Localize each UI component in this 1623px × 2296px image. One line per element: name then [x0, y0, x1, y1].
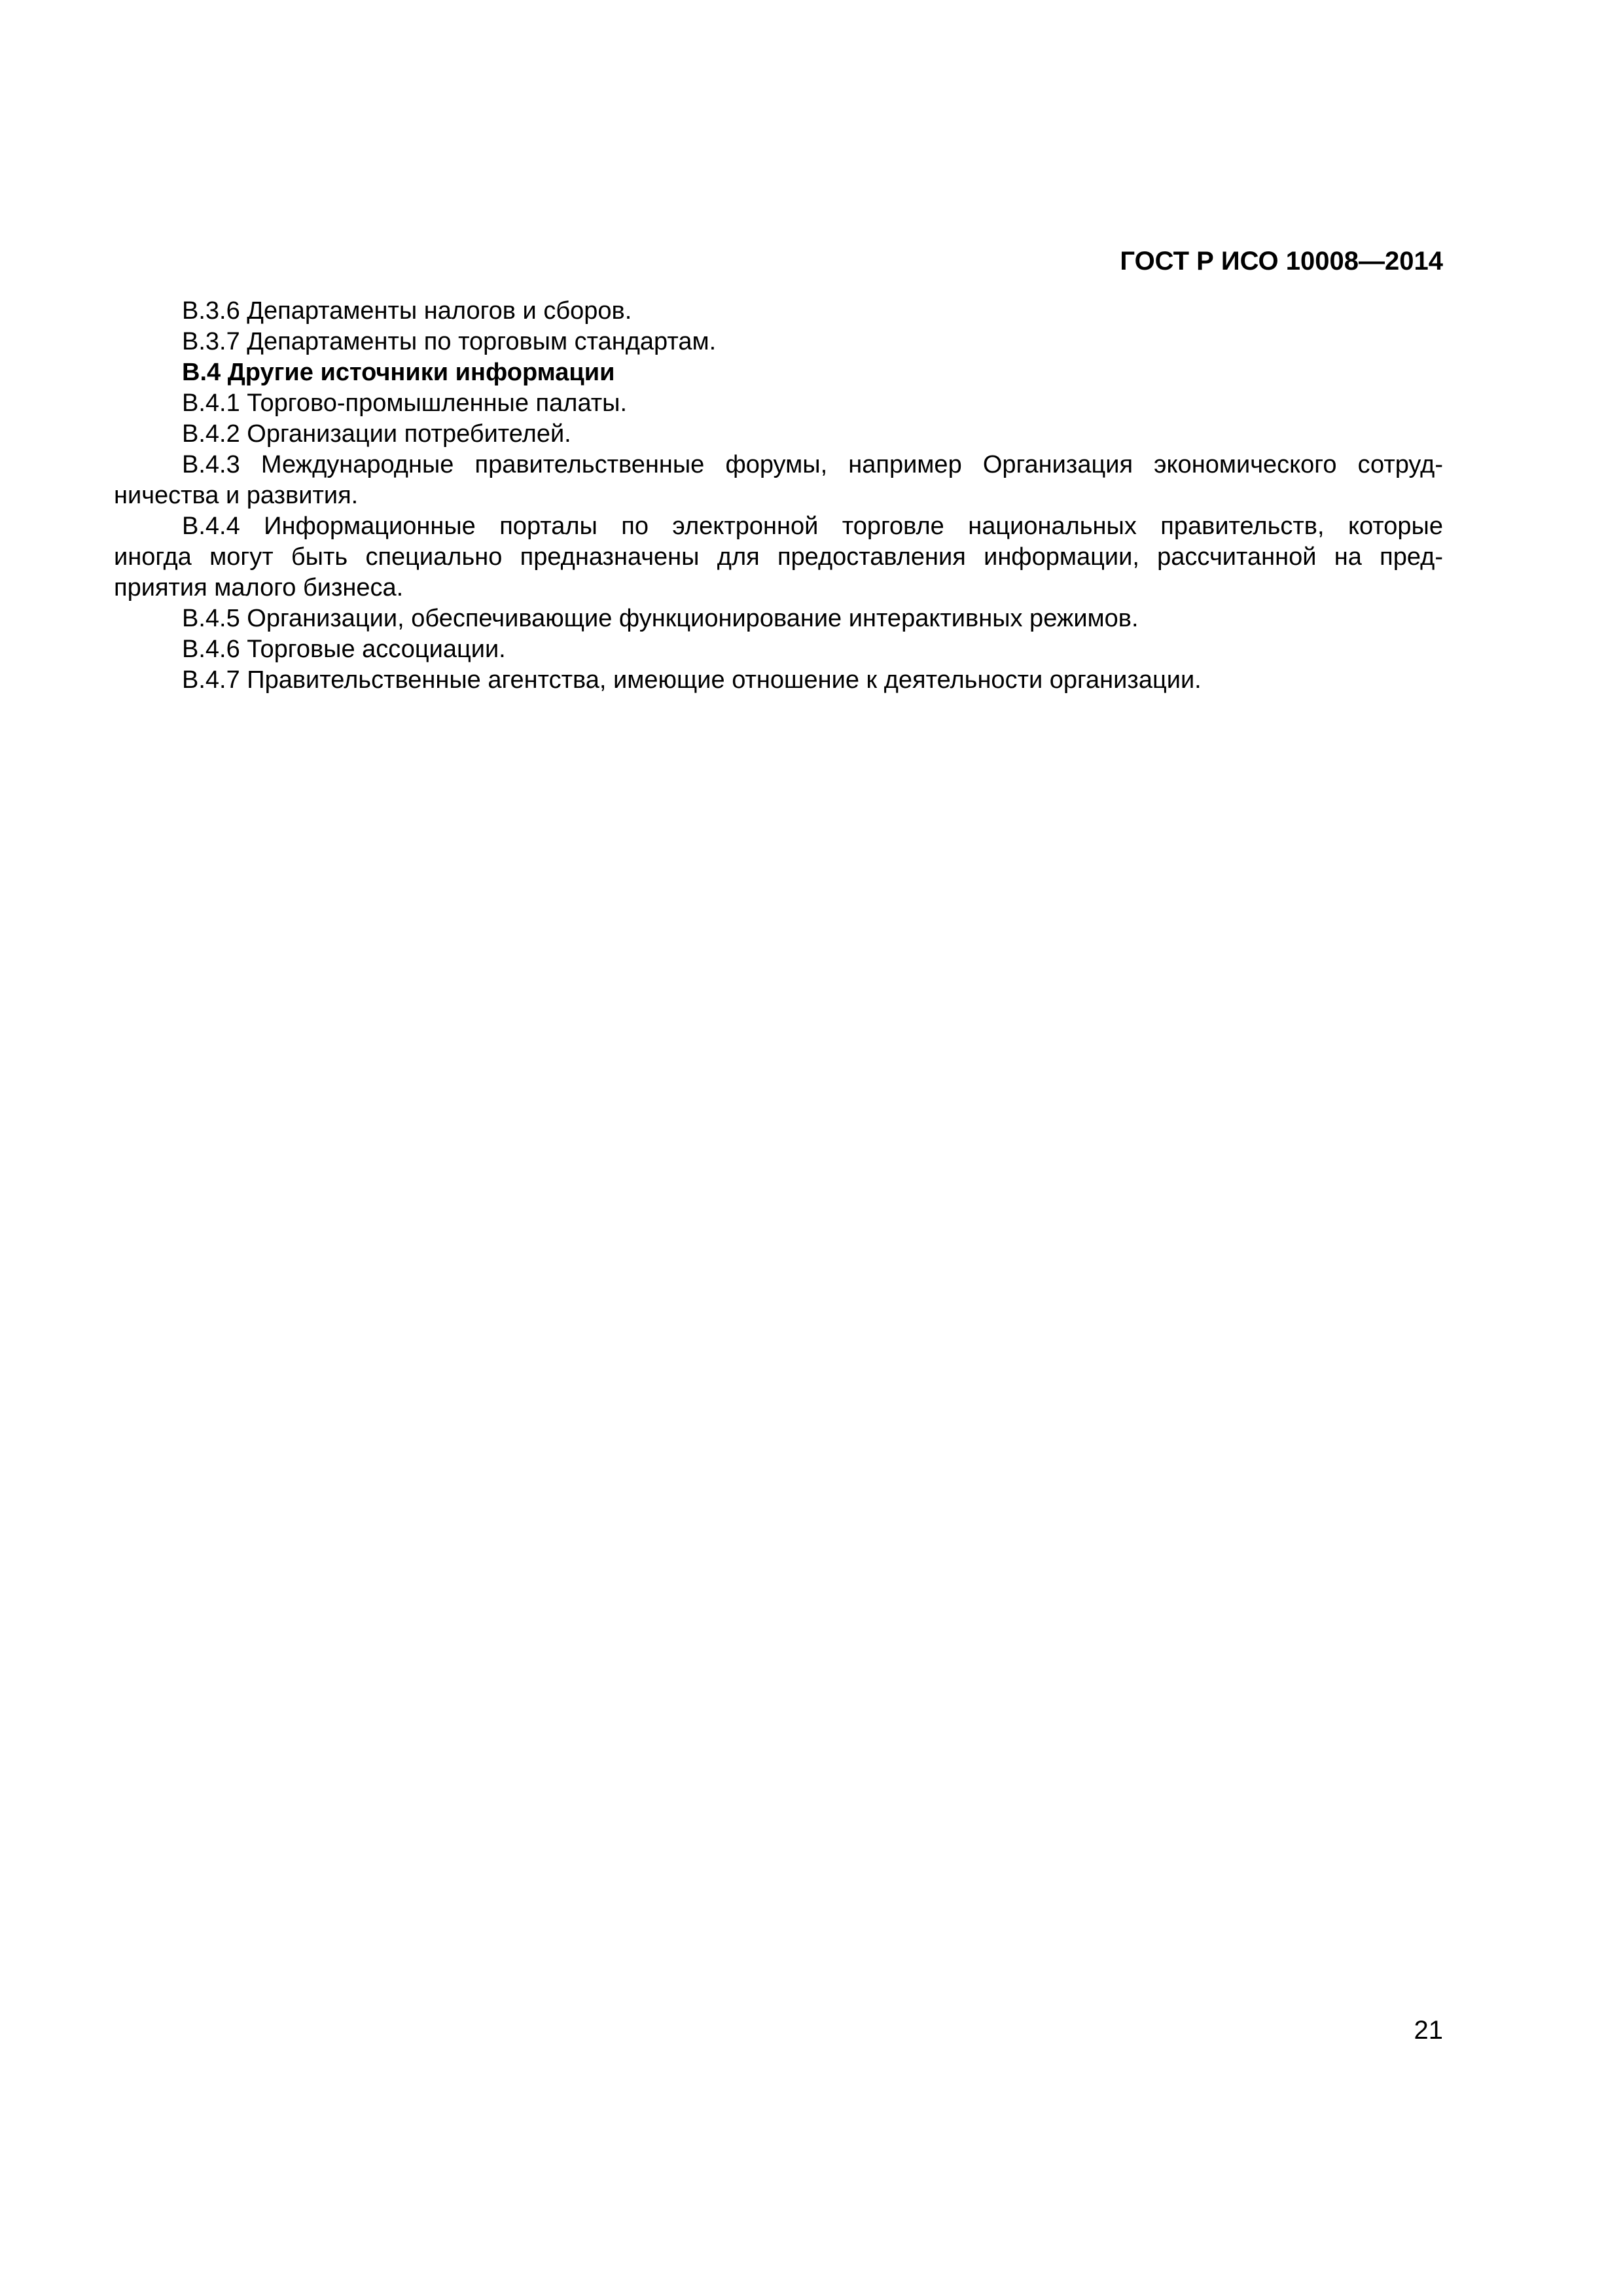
item-b46: В.4.6 Торговые ассоциации.: [182, 636, 506, 663]
item-b43: [114, 450, 1443, 511]
item-b43-line-1: В.4.3 Международные правительственные форумы, например Организация экономического сотруд-: [182, 451, 1443, 478]
item-b44-line-3: приятия малого бизнеса.: [114, 574, 404, 601]
item-b45: В.4.5 Организации, обеспечивающие функционирование интерактивных режимов.: [182, 605, 1139, 632]
section-heading-b4: В.4 Другие источники информации: [182, 359, 615, 386]
item-b37: В.3.7 Департаменты по торговым стандартам.: [182, 328, 717, 355]
document-designation: ГОСТ Р ИСО 10008—2014: [1120, 247, 1443, 276]
item-b42: В.4.2 Организации потребителей.: [182, 420, 571, 448]
document-body: [114, 296, 1443, 696]
item-b47: В.4.7 Правительственные агентства, имеющие отношение к деятельности организации.: [182, 666, 1202, 694]
item-b41: В.4.1 Торгово-промышленные палаты.: [182, 389, 628, 417]
item-b44-line-2: иногда могут быть специально предназначены для предоставления информации, рассчитанной на пред-: [114, 543, 1443, 571]
item-b43-line-2: ничества и развития.: [114, 482, 359, 509]
item-b36: В.3.6 Департаменты налогов и сборов.: [182, 297, 632, 325]
item-b44-line-1: В.4.4 Информационные порталы по электронной торговле национальных правительств, которые: [182, 512, 1443, 540]
page-number: 21: [1414, 2016, 1443, 2045]
item-b44: [114, 511, 1443, 603]
